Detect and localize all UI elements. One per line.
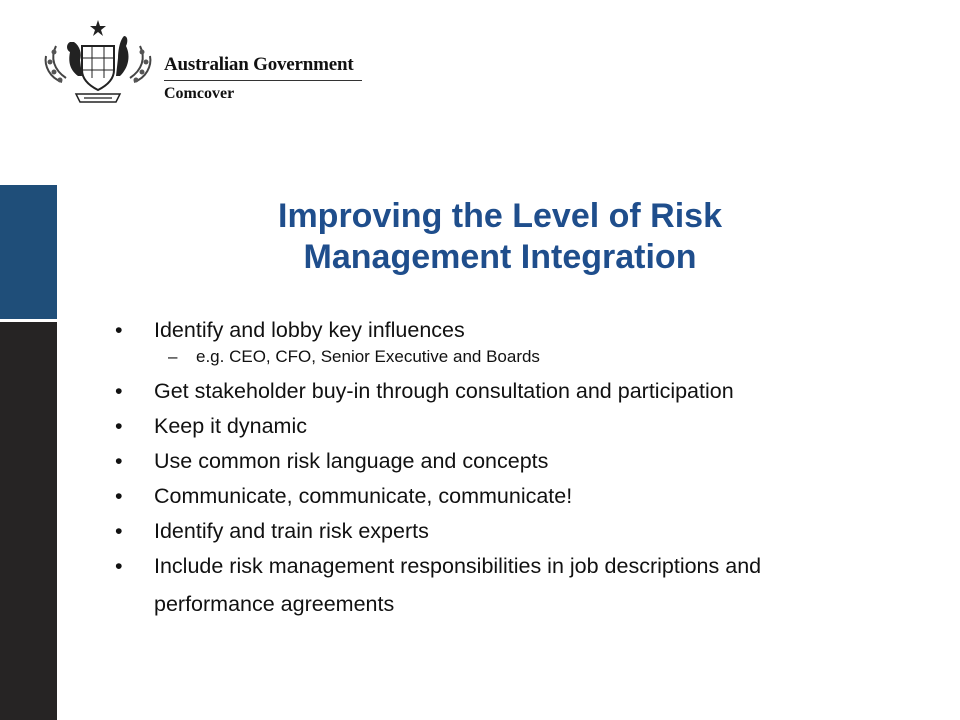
slide-title-line-1: Improving the Level of Risk	[278, 197, 722, 235]
bullet-text: Get stakeholder buy-in through consultation and participation	[154, 379, 734, 403]
bullet-marker: •	[115, 414, 123, 438]
government-logo	[36, 18, 376, 113]
slide-title-line-2: Management Integration	[303, 238, 697, 276]
sub-bullet-text: e.g. CEO, CFO, Senior Executive and Boards	[196, 347, 540, 366]
bullet-text: Communicate, communicate, communicate!	[154, 484, 573, 508]
bullet-marker: •	[115, 519, 123, 543]
bullet-text: Identify and train risk experts	[154, 519, 429, 543]
bullet-marker: •	[115, 318, 123, 342]
australian-coat-of-arms-icon	[36, 18, 161, 113]
bullet-marker: •	[115, 484, 123, 508]
bullet-list	[112, 318, 872, 623]
sidebar-accent-dark	[0, 322, 57, 720]
sidebar-accent-blue	[0, 185, 57, 319]
sub-bullet-marker: –	[168, 347, 178, 366]
logo-divider	[164, 80, 362, 81]
bullet-item	[112, 379, 872, 403]
bullet-text: Keep it dynamic	[154, 414, 307, 438]
bullet-text: Include risk management responsibilities in job descriptions and performance agreements	[154, 554, 762, 616]
bullet-marker: •	[115, 554, 123, 578]
slide-title	[140, 196, 860, 278]
government-name: Australian Government	[164, 54, 354, 75]
bullet-item	[112, 547, 872, 623]
bullet-text: Identify and lobby key influences	[154, 318, 465, 342]
bullet-item	[112, 449, 872, 473]
bullet-marker: •	[115, 449, 123, 473]
bullet-item	[112, 414, 872, 438]
bullet-item	[112, 484, 872, 508]
sub-bullet-item	[112, 346, 872, 368]
bullet-item	[112, 519, 872, 543]
agency-name: Comcover	[164, 85, 235, 102]
bullet-marker: •	[115, 379, 123, 403]
bullet-item	[112, 318, 872, 342]
bullet-text: Use common risk language and concepts	[154, 449, 549, 473]
